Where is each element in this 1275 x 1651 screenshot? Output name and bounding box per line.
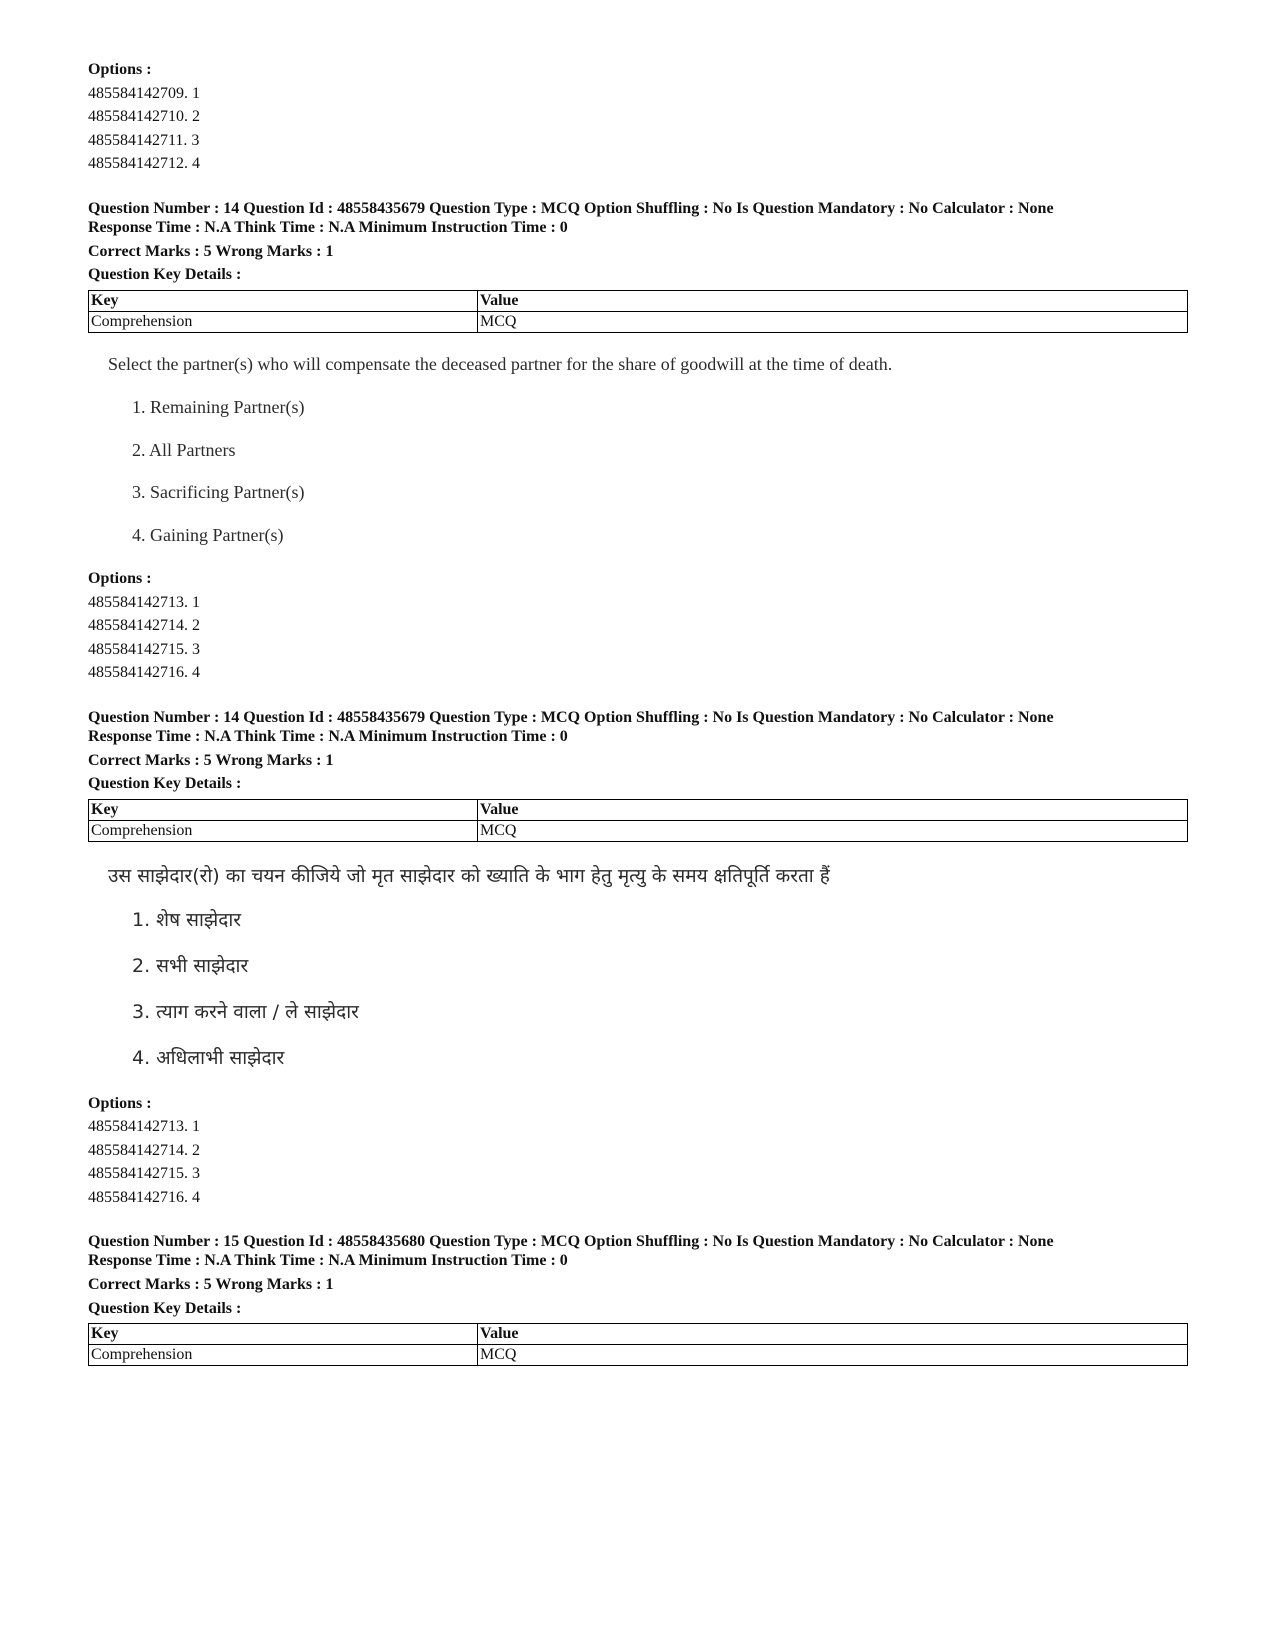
option-item: 485584142716. 4	[88, 1188, 200, 1206]
marks-line: Correct Marks : 5 Wrong Marks : 1	[88, 751, 334, 769]
option-item: 485584142714. 2	[88, 1141, 200, 1159]
question-key-table	[88, 290, 1188, 333]
table-header-key: Key	[89, 1324, 478, 1345]
choice-item: 2. सभी साझेदार	[132, 954, 249, 977]
marks-line: Correct Marks : 5 Wrong Marks : 1	[88, 1276, 334, 1293]
option-item: 485584142711. 3	[88, 131, 200, 149]
options-label: Options :	[88, 1094, 152, 1112]
question-block	[88, 708, 1188, 1210]
marks-line: Correct Marks : 5 Wrong Marks : 1	[88, 242, 334, 260]
table-cell-value: MCQ	[478, 1345, 1188, 1366]
option-item: 485584142713. 1	[88, 1118, 200, 1135]
table-header-key: Key	[89, 799, 478, 820]
options-section	[88, 1092, 1188, 1210]
question-meta-line-1: Question Number : 14 Question Id : 48558435679 Question Type : MCQ Option Shuffling : No Is Question Mandatory : No Calculator : None	[88, 708, 1054, 726]
question-meta-line-1: Question Number : 14 Question Id : 48558435679 Question Type : MCQ Option Shuffling : No Is Question Mandatory : No Calculator : None	[88, 199, 1054, 217]
option-item: 485584142715. 3	[88, 1165, 200, 1182]
options-label: Options :	[88, 61, 152, 78]
choice-item: 1. Remaining Partner(s)	[132, 397, 305, 417]
table-header-row	[89, 1324, 1188, 1345]
table-cell-key: Comprehension	[89, 820, 478, 841]
question-text: उस साझेदार(रो) का चयन कीजिये जो मृत साझेदार को ख्याति के भाग हेतु मृत्यु के समय क्षतिपूर्ति करता हैं	[108, 864, 830, 887]
key-details-label: Question Key Details :	[88, 1299, 242, 1317]
question-block	[88, 1232, 1188, 1366]
option-item: 485584142714. 2	[88, 617, 200, 634]
table-header-value: Value	[478, 799, 1188, 820]
question-meta	[88, 708, 1188, 796]
table-header-row	[89, 799, 1188, 820]
question-meta-line-2: Response Time : N.A Think Time : N.A Minimum Instruction Time : 0	[88, 727, 568, 745]
table-cell-key: Comprehension	[89, 311, 478, 332]
question-content	[88, 353, 1188, 548]
question-meta-line-2: Response Time : N.A Think Time : N.A Minimum Instruction Time : 0	[88, 1252, 568, 1269]
table-cell-value: MCQ	[478, 311, 1188, 332]
options-section	[88, 58, 1188, 176]
key-details-label: Question Key Details :	[88, 775, 242, 792]
question-meta-line-2: Response Time : N.A Think Time : N.A Minimum Instruction Time : 0	[88, 218, 568, 236]
choice-item: 4. अधिलाभी साझेदार	[132, 1046, 285, 1069]
question-content	[88, 862, 1188, 1072]
options-list	[88, 82, 1188, 176]
options-section	[88, 567, 1188, 685]
options-list	[88, 1115, 1188, 1209]
options-list	[88, 591, 1188, 685]
option-item: 485584142715. 3	[88, 640, 200, 658]
table-row	[89, 311, 1188, 332]
choice-item: 3. Sacrificing Partner(s)	[132, 482, 305, 502]
question-block	[88, 199, 1188, 685]
table-header-value: Value	[478, 1324, 1188, 1345]
table-row	[89, 1345, 1188, 1366]
document-page	[88, 58, 1188, 1366]
table-header-row	[89, 290, 1188, 311]
table-row	[89, 820, 1188, 841]
question-meta	[88, 199, 1188, 287]
option-item: 485584142712. 4	[88, 155, 200, 172]
table-cell-key: Comprehension	[89, 1345, 478, 1366]
choice-item: 1. शेष साझेदार	[132, 908, 242, 931]
choice-item: 4. Gaining Partner(s)	[132, 524, 284, 545]
options-label: Options :	[88, 570, 152, 587]
question-meta	[88, 1232, 1188, 1320]
key-details-label: Question Key Details :	[88, 266, 242, 283]
question-key-table	[88, 799, 1188, 842]
option-item: 485584142713. 1	[88, 593, 200, 611]
question-meta-line-1: Question Number : 15 Question Id : 48558435680 Question Type : MCQ Option Shuffling : No Is Question Mandatory : No Calculator : None	[88, 1233, 1054, 1250]
option-item: 485584142710. 2	[88, 108, 200, 125]
choice-item: 2. All Partners	[132, 439, 236, 460]
table-cell-value: MCQ	[478, 820, 1188, 841]
question-key-table	[88, 1323, 1188, 1366]
option-item: 485584142716. 4	[88, 664, 200, 681]
table-header-value: Value	[478, 290, 1188, 311]
question-text: Select the partner(s) who will compensate the deceased partner for the share of goodwill at the time of death.	[108, 353, 893, 374]
table-header-key: Key	[89, 290, 478, 311]
choice-item: 3. त्याग करने वाला / ले साझेदार	[132, 1000, 359, 1023]
option-item: 485584142709. 1	[88, 84, 200, 102]
